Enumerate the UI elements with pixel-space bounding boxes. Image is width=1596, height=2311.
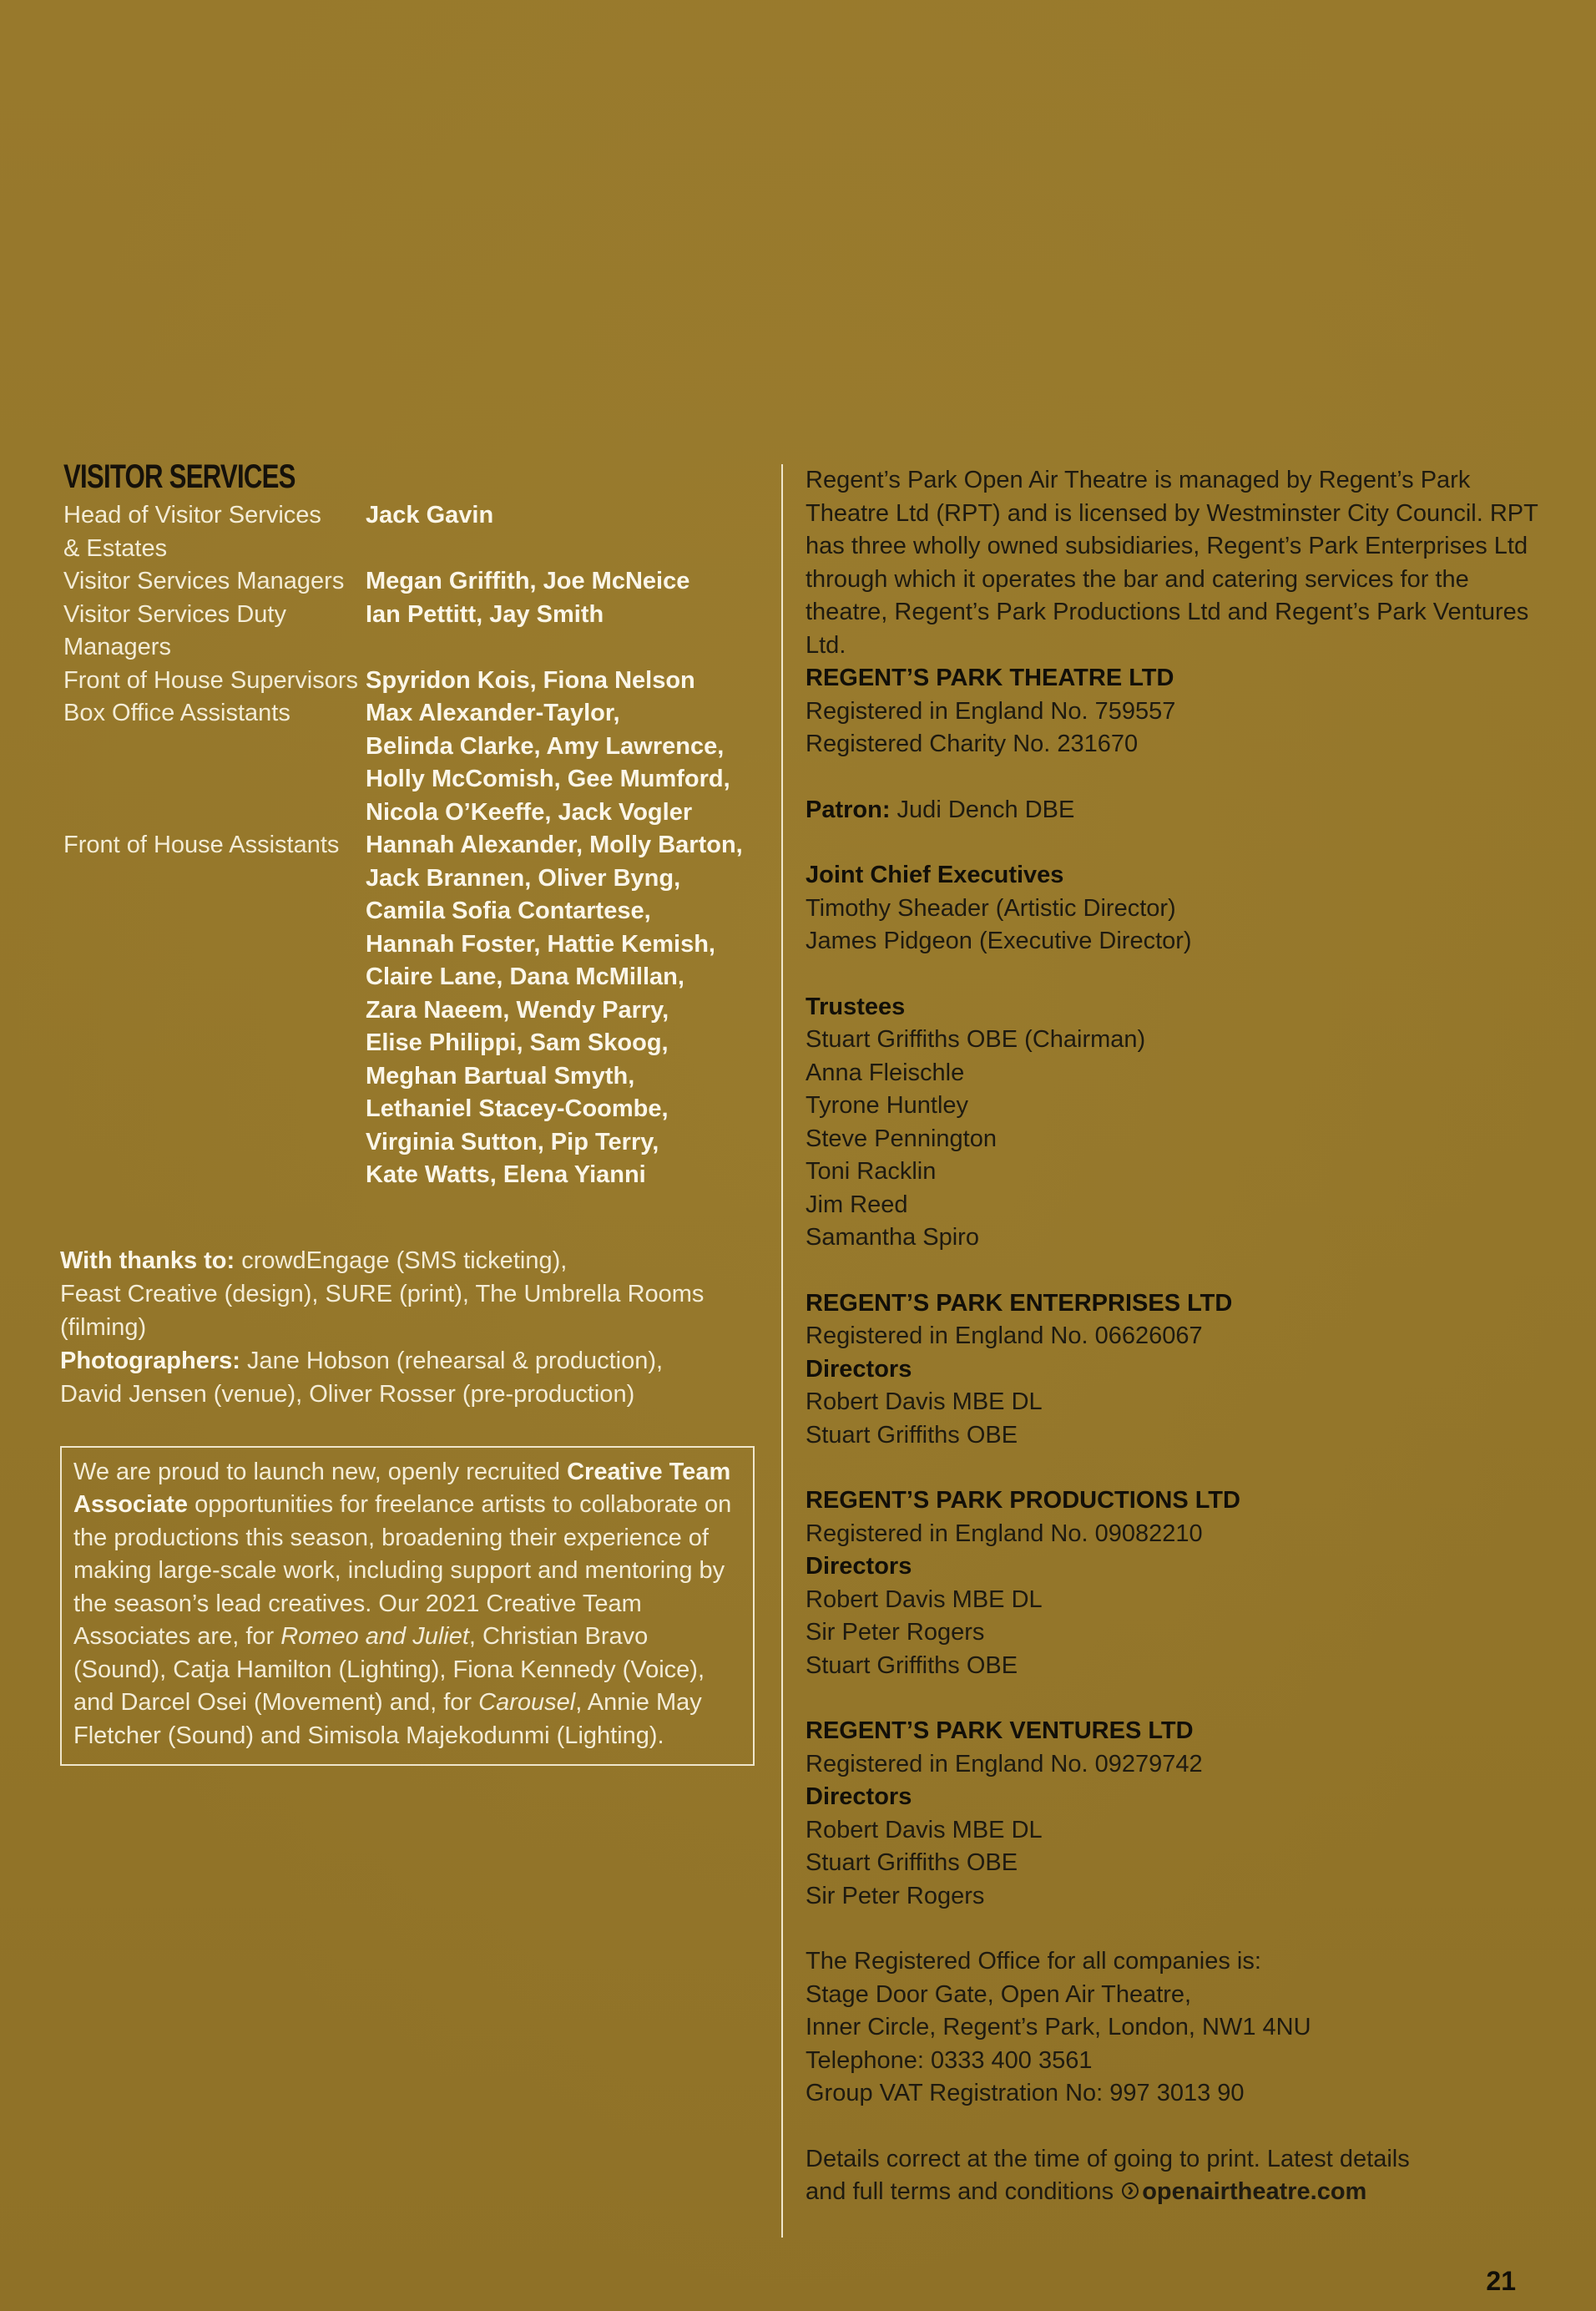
staff-list (60, 499, 761, 1192)
photographers-label: Photographers: (60, 1347, 240, 1374)
page-number: 21 (1486, 2266, 1516, 2296)
list-line: Sir Peter Rogers (806, 1882, 985, 1909)
associate-italic-title: Romeo and Juliet (280, 1623, 469, 1650)
ceo-heading: Joint Chief Executives (806, 862, 1064, 888)
list-line: Stuart Griffiths OBE (806, 1421, 1018, 1449)
staff-names: Jack Gavin (366, 502, 494, 528)
list-line: Tyrone Huntley (806, 1092, 969, 1119)
enterprises-block (806, 1287, 1557, 1453)
productions-directors-label: Directors (806, 1553, 912, 1580)
list-line: The Registered Office for all companies is: (806, 1948, 1261, 1975)
associate-text: , Christian Bravo (Sound), Catja Hamilton (Lighting), Fiona Kennedy (Voice), and Darcel Osei (Movement) and, for (73, 1623, 705, 1716)
staff-names: Max Alexander-Taylor, Belinda Clarke, Amy Lawrence, Holly McComish, Gee Mumford, Nicola O’Keeffe, Jack Vogler (366, 700, 730, 826)
ventures-heading: REGENT’S PARK VENTURES LTD (806, 1717, 1194, 1744)
thanks-text: crowdEngage (SMS ticketing), Feast Creative (design), SURE (print), The Umbrella Rooms (filming) (60, 1247, 705, 1341)
ventures-directors (806, 1814, 1557, 1914)
staff-role: Front of House Assistants (63, 832, 340, 858)
staff-role: Box Office Assistants (63, 700, 290, 726)
thanks-section (60, 1244, 761, 1411)
staff-role: Visitor Services Managers (63, 568, 345, 594)
thanks-label: With thanks to: (60, 1247, 235, 1274)
trustees-list (806, 1024, 1557, 1255)
productions-registered: Registered in England No. 09082210 (806, 1520, 1203, 1547)
ventures-directors-label: Directors (806, 1783, 912, 1810)
productions-heading: REGENT’S PARK PRODUCTIONS LTD (806, 1487, 1240, 1514)
list-line: Telephone: 0333 400 3561 (806, 2046, 1093, 2074)
patron-label: Patron: (806, 796, 891, 823)
list-line: Steve Pennington (806, 1125, 997, 1152)
creative-team-associate-box (60, 1446, 755, 1767)
list-line: Samantha Spiro (806, 1224, 979, 1251)
patron-value: Judi Dench DBE (890, 796, 1075, 823)
list-line: Sir Peter Rogers (806, 1619, 985, 1646)
associate-text: We are proud to launch new, openly recruited (73, 1458, 568, 1485)
list-line: Timothy Sheader (Artistic Director) (806, 894, 1176, 922)
staff-names: Ian Pettitt, Jay Smith (366, 600, 604, 628)
column-divider (781, 464, 783, 2238)
ventures-registered: Registered in England No. 09279742 (806, 1750, 1203, 1777)
rpt-block (806, 662, 1557, 761)
right-column (806, 464, 1557, 2209)
staff-row (60, 697, 761, 829)
list-line: Anna Fleischle (806, 1059, 965, 1086)
staff-names: Megan Griffith, Joe McNeice (366, 568, 690, 594)
list-line: Robert Davis MBE DL (806, 1388, 1043, 1415)
list-line: Group VAT Registration No: 997 3013 90 (806, 2080, 1245, 2106)
staff-names: Hannah Alexander, Molly Barton, Jack Brannen, Oliver Byng, Camila Sofia Contartese, Hannah Foster, Hattie Kemish, Claire Lane, Dana McMillan, Zara Naeem, Wendy Parry, Elise Philippi, Sam Skoog, Meghan Bartual Smyth, Lethaniel Stacey-Coombe, Virginia Sutton, Pip Terry, Kate Watts, Elena Yianni (366, 832, 743, 1188)
list-line: Stuart Griffiths OBE (806, 1651, 1018, 1679)
details-block (806, 2143, 1557, 2209)
list-line: Robert Davis MBE DL (806, 1585, 1043, 1613)
staff-role: Head of Visitor Services & Estates (63, 502, 321, 562)
list-line: Stuart Griffiths OBE (Chairman) (806, 1026, 1146, 1053)
enterprises-registered: Registered in England No. 06626067 (806, 1322, 1203, 1349)
details-line: and full terms and conditions (806, 2178, 1121, 2205)
website-link[interactable]: openairtheatre.com (1142, 2178, 1367, 2205)
associate-bold: Creative Team Associate (73, 1458, 731, 1518)
associate-italic-title: Carousel (478, 1689, 576, 1716)
management-intro: Regent’s Park Open Air Theatre is managed by Regent’s Park Theatre Ltd (RPT) and is licensed by Westminster City Council. RPT has three wholly owned subsidiaries, Regent’s Park Enterprises Ltd through which it operates the bar and catering services for the theatre, Regent’s Park Productions Ltd and Regent’s Park Ventures Ltd. (806, 467, 1538, 659)
ventures-block (806, 1715, 1557, 1913)
trustees-heading: Trustees (806, 993, 906, 1020)
productions-block (806, 1484, 1557, 1682)
arrow-circle-icon (1122, 2182, 1139, 2199)
staff-row (60, 565, 761, 599)
visitor-services-heading: VISITOR SERVICES (63, 458, 295, 495)
details-line: Details correct at the time of going to print. Latest details (806, 2145, 1410, 2172)
list-line: Stuart Griffiths OBE (806, 1849, 1018, 1876)
list-line: Inner Circle, Regent’s Park, London, NW1 4NU (806, 2014, 1311, 2040)
enterprises-directors (806, 1386, 1557, 1452)
productions-directors (806, 1584, 1557, 1683)
enterprises-directors-label: Directors (806, 1355, 912, 1383)
list-line: Stage Door Gate, Open Air Theatre, (806, 1980, 1192, 2008)
registered-office-lines (806, 1945, 1557, 2111)
photographers-text: Jane Hobson (rehearsal & production), David Jensen (venue), Oliver Rosser (pre-production) (60, 1347, 664, 1408)
list-line: Robert Davis MBE DL (806, 1816, 1043, 1843)
trustees-block (806, 991, 1557, 1255)
staff-row (60, 665, 761, 698)
list-line: James Pidgeon (Executive Director) (806, 928, 1192, 954)
staff-row (60, 599, 761, 665)
associate-text: opportunities for freelance artists to collaborate on the productions this season, broadening their experience of making large-scale work, including support and mentoring by the season’s lead creatives. Our 2021 Creative Team Associates are, for (73, 1491, 732, 1650)
enterprises-heading: REGENT’S PARK ENTERPRISES LTD (806, 1289, 1233, 1317)
list-line: Jim Reed (806, 1191, 908, 1218)
rpt-charity: Registered Charity No. 231670 (806, 731, 1139, 757)
registered-office-block (806, 1945, 1557, 2111)
ceo-block (806, 859, 1557, 958)
staff-row (60, 829, 761, 1192)
associate-text: , Annie May Fletcher (Sound) and Simisola Majekodunmi (Lighting). (73, 1689, 702, 1749)
patron-block (806, 794, 1557, 827)
rpt-heading: REGENT’S PARK THEATRE LTD (806, 665, 1174, 691)
ceo-list (806, 893, 1557, 958)
staff-names: Spyridon Kois, Fiona Nelson (366, 666, 695, 694)
rpt-registered: Registered in England No. 759557 (806, 697, 1176, 725)
left-column (60, 458, 761, 1766)
staff-role: Visitor Services Duty Managers (63, 600, 286, 660)
staff-row (60, 499, 761, 565)
list-line: Toni Racklin (806, 1158, 937, 1185)
staff-role: Front of House Supervisors (63, 666, 358, 694)
